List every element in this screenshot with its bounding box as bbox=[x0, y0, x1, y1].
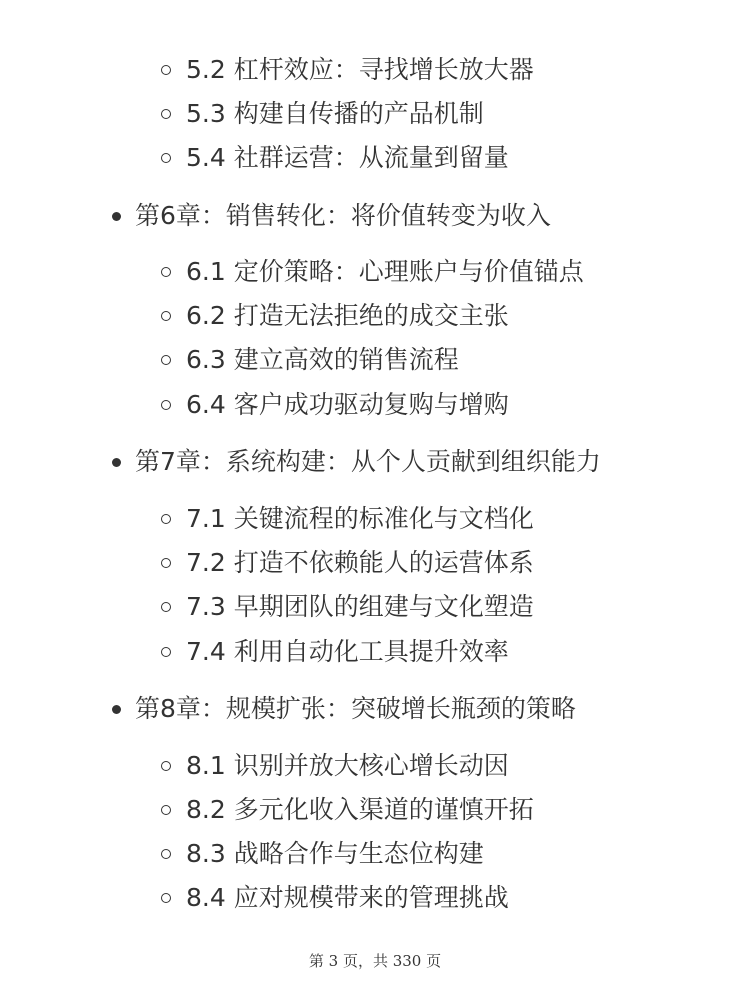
toc-section-label: 7.1 关键流程的标准化与文档化 bbox=[186, 504, 534, 533]
toc-section-label: 8.1 识别并放大核心增长动因 bbox=[186, 751, 509, 780]
toc-section-label: 5.2 杠杆效应：寻找增长放大器 bbox=[186, 55, 534, 84]
toc-chapter-title[interactable] bbox=[112, 199, 551, 233]
toc-section-label: 7.3 早期团队的组建与文化塑造 bbox=[186, 592, 534, 621]
toc-chapter-label: 第6章：销售转化：将价值转变为收入 bbox=[135, 201, 551, 230]
toc-section-label: 6.3 建立高效的销售流程 bbox=[186, 345, 459, 374]
circle-bullet-icon bbox=[161, 602, 171, 612]
toc-section-item[interactable] bbox=[161, 837, 484, 871]
toc-section-label: 5.4 社群运营：从流量到留量 bbox=[186, 143, 509, 172]
circle-bullet-icon bbox=[161, 761, 171, 771]
circle-bullet-icon bbox=[161, 558, 171, 568]
circle-bullet-icon bbox=[161, 400, 171, 410]
circle-bullet-icon bbox=[161, 267, 171, 277]
toc-section-item[interactable] bbox=[161, 502, 534, 536]
toc-chapter-title[interactable] bbox=[112, 692, 576, 726]
circle-bullet-icon bbox=[161, 355, 171, 365]
toc-section-item[interactable] bbox=[161, 635, 509, 669]
toc-section-label: 8.3 战略合作与生态位构建 bbox=[186, 839, 484, 868]
toc-section-item[interactable] bbox=[161, 343, 459, 377]
disc-bullet-icon bbox=[112, 458, 121, 467]
toc-section-item[interactable] bbox=[161, 881, 509, 915]
circle-bullet-icon bbox=[161, 647, 171, 657]
toc-section-label: 8.4 应对规模带来的管理挑战 bbox=[186, 883, 509, 912]
toc-chapter-label: 第7章：系统构建：从个人贡献到组织能力 bbox=[135, 447, 601, 476]
circle-bullet-icon bbox=[161, 514, 171, 524]
toc-section-item[interactable] bbox=[161, 255, 584, 289]
toc-section-label: 6.1 定价策略：心理账户与价值锚点 bbox=[186, 257, 584, 286]
circle-bullet-icon bbox=[161, 849, 171, 859]
circle-bullet-icon bbox=[161, 65, 171, 75]
circle-bullet-icon bbox=[161, 311, 171, 321]
toc-section-item[interactable] bbox=[161, 749, 509, 783]
toc-section-item[interactable] bbox=[161, 793, 534, 827]
toc-section-label: 7.2 打造不依赖能人的运营体系 bbox=[186, 548, 534, 577]
toc-section-label: 7.4 利用自动化工具提升效率 bbox=[186, 637, 509, 666]
toc-section-item[interactable] bbox=[161, 97, 484, 131]
toc-section-item[interactable] bbox=[161, 53, 534, 87]
toc-section-item[interactable] bbox=[161, 141, 509, 175]
disc-bullet-icon bbox=[112, 705, 121, 714]
toc-section-item[interactable] bbox=[161, 546, 534, 580]
toc-section-label: 6.4 客户成功驱动复购与增购 bbox=[186, 390, 509, 419]
toc-section-item[interactable] bbox=[161, 590, 534, 624]
toc-section-item[interactable] bbox=[161, 299, 509, 333]
toc-section-label: 6.2 打造无法拒绝的成交主张 bbox=[186, 301, 509, 330]
toc-section-label: 5.3 构建自传播的产品机制 bbox=[186, 99, 484, 128]
toc-section-label: 8.2 多元化收入渠道的谨慎开拓 bbox=[186, 795, 534, 824]
circle-bullet-icon bbox=[161, 153, 171, 163]
page-number-footer: 第 3 页，共 330 页 bbox=[308, 952, 442, 970]
disc-bullet-icon bbox=[112, 212, 121, 221]
circle-bullet-icon bbox=[161, 893, 171, 903]
circle-bullet-icon bbox=[161, 109, 171, 119]
toc-section-item[interactable] bbox=[161, 388, 509, 422]
toc-chapter-title[interactable] bbox=[112, 445, 601, 479]
toc-chapter-label: 第8章：规模扩张：突破增长瓶颈的策略 bbox=[135, 694, 576, 723]
circle-bullet-icon bbox=[161, 805, 171, 815]
